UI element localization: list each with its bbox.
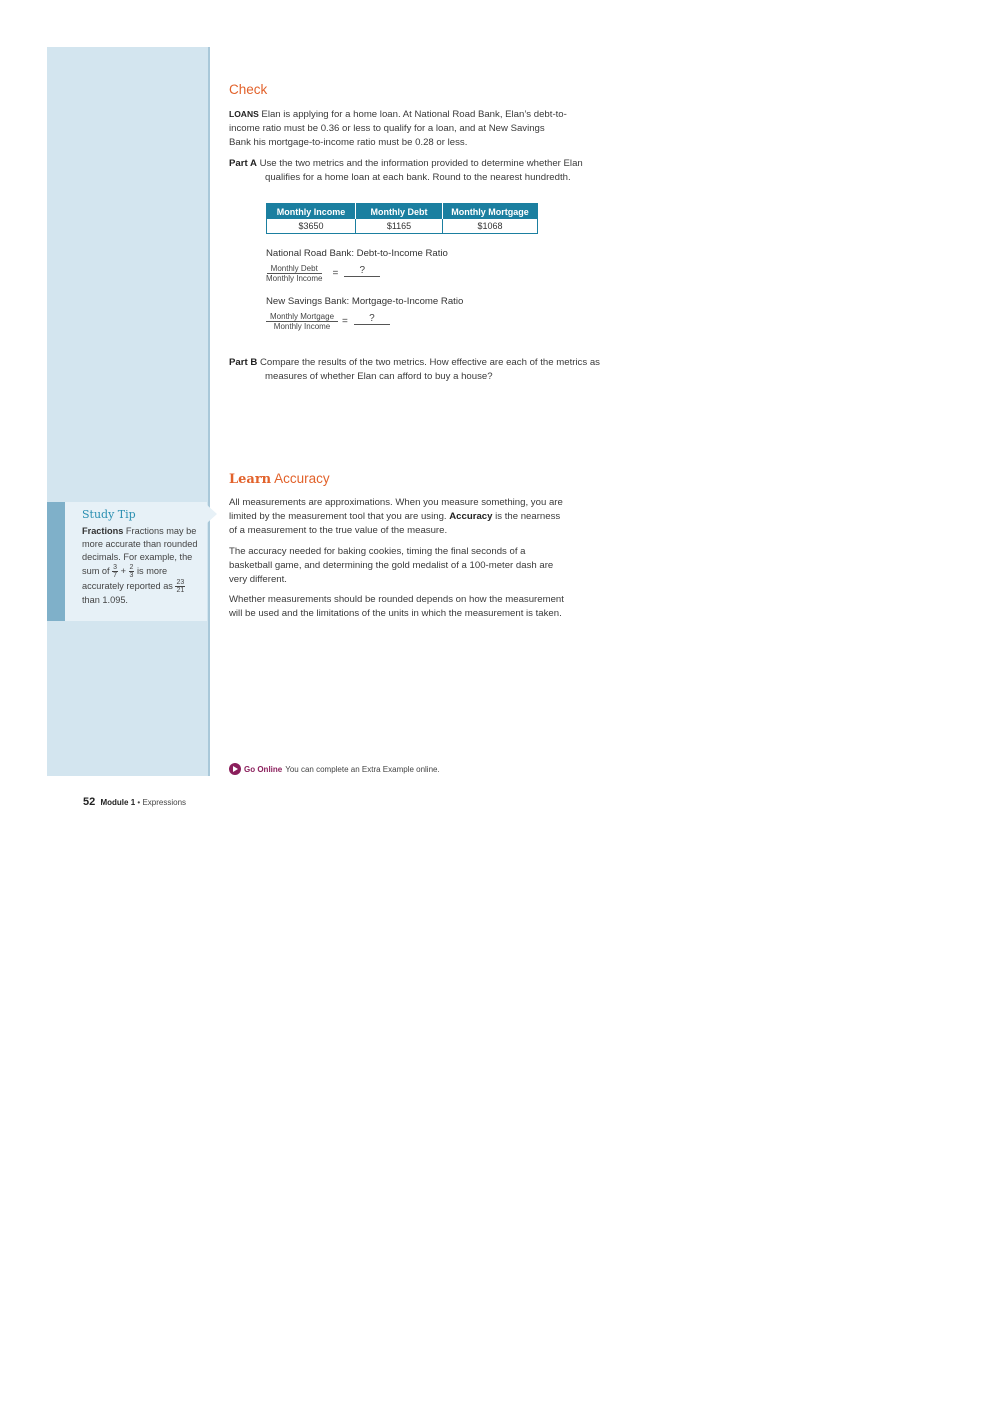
page-number: 52 <box>83 796 96 808</box>
go-online-label: Go Online <box>244 764 283 774</box>
part-a-label: Part A <box>229 158 257 169</box>
ratio1-numerator: Monthly Debt <box>267 264 322 274</box>
ratio1-label: National Road Bank: Debt-to-Income Ratio <box>266 248 448 259</box>
learn-heading <box>229 471 330 487</box>
cell-monthly-mortgage: $1068 <box>477 221 503 231</box>
ratio2-equals: = <box>342 316 348 327</box>
header-monthly-debt: Monthly Debt <box>356 204 443 220</box>
study-tip-text-3: than 1.095. <box>82 595 128 605</box>
part-b-label: Part B <box>229 357 258 368</box>
chapter-name: Expressions <box>142 798 187 807</box>
learn-label: Learn <box>229 472 272 487</box>
go-online-icon <box>229 763 241 775</box>
loans-text: Elan is applying for a home loan. At National Road Bank, Elan’s debt-to-income ratio must be 0.36 or less to qualify for a loan, and at New Savings Bank his mortgage-to-income ratio must be 0.28 or less. <box>229 109 567 148</box>
learn-p1-before: All measurements are approximations. When you measure something, you are limited by the measurement tool that you are using. <box>229 497 563 522</box>
ratio1-equals: = <box>332 268 339 279</box>
ratio2-label: New Savings Bank: Mortgage-to-Income Ratio <box>266 296 464 307</box>
loans-problem <box>229 107 569 150</box>
learn-paragraph-1 <box>229 496 569 538</box>
part-a <box>229 157 605 185</box>
go-online-link[interactable] <box>229 763 440 775</box>
plus-sign: + <box>120 565 126 576</box>
table-header-row <box>267 204 538 220</box>
ratio1-answer-blank[interactable]: ? <box>344 265 380 277</box>
cell-monthly-debt: $1165 <box>356 219 443 234</box>
ratio1-fraction <box>266 264 322 283</box>
learn-paragraph-3: Whether measurements should be rounded depends on how the measurement will be used and the limitations of the units in which the measurement is taken. <box>229 594 564 619</box>
ratio2-numerator: Monthly Mortgage <box>266 312 338 322</box>
footer-separator: • <box>137 798 141 807</box>
part-b-text: Compare the results of the two metrics. How effective are each of the metrics as measures of whether Elan can afford to buy a house? <box>259 357 600 382</box>
ratio2-denominator: Monthly Income <box>273 322 331 331</box>
ratio1-denominator: Monthly Income <box>266 274 323 283</box>
table-row <box>267 219 538 234</box>
loans-label: LOANS <box>229 109 259 119</box>
study-tip-text-2: is more accurately reported as <box>82 565 173 591</box>
part-a-text: Use the two metrics and the information provided to determine whether Elan qualifies for a home loan at each bank. Round to the nearest hundredth. <box>259 158 583 183</box>
check-heading: Check <box>229 82 268 97</box>
ratio2-equation <box>266 312 390 331</box>
page-footer <box>83 796 186 808</box>
go-online-text: You can complete an Extra Example online. <box>285 764 440 774</box>
study-tip-title: Study Tip <box>82 508 136 521</box>
study-tip-text-1: Fractions may be more accurate than rounded decimals. For example, the sum of <box>82 526 198 576</box>
fraction-3-7: $\frac{3}{7}$ <box>113 564 118 579</box>
cell-monthly-income: $3650 <box>267 219 356 234</box>
fraction-23-21: $\frac{23}{21}$ <box>176 579 185 594</box>
learn-p1-after: is the nearness of a measurement to the true value of the measure. <box>229 511 561 536</box>
learn-paragraph-2: The accuracy needed for baking cookies, timing the final seconds of a basketball game, and determining the gold medalist of a 100-meter dash are very different. <box>229 546 554 585</box>
ratio2-fraction <box>266 312 338 331</box>
ratio1-equation <box>266 264 380 283</box>
ratio2-answer-blank[interactable]: ? <box>354 313 390 325</box>
fraction-2-3: $\frac{2}{3}$ <box>129 564 134 579</box>
loan-data-table <box>266 203 538 234</box>
study-tip-text <box>82 525 200 607</box>
accuracy-term: Accuracy <box>449 511 493 522</box>
study-tip-term: Fractions <box>82 526 124 536</box>
header-monthly-mortgage: Monthly Mortgage <box>443 204 538 220</box>
sidebar-margin <box>47 47 210 776</box>
learn-topic: Accuracy <box>274 471 330 486</box>
module-name: Module 1 <box>100 798 136 807</box>
part-b <box>229 356 605 384</box>
header-monthly-income: Monthly Income <box>267 204 356 220</box>
study-tip-pointer <box>207 505 217 523</box>
